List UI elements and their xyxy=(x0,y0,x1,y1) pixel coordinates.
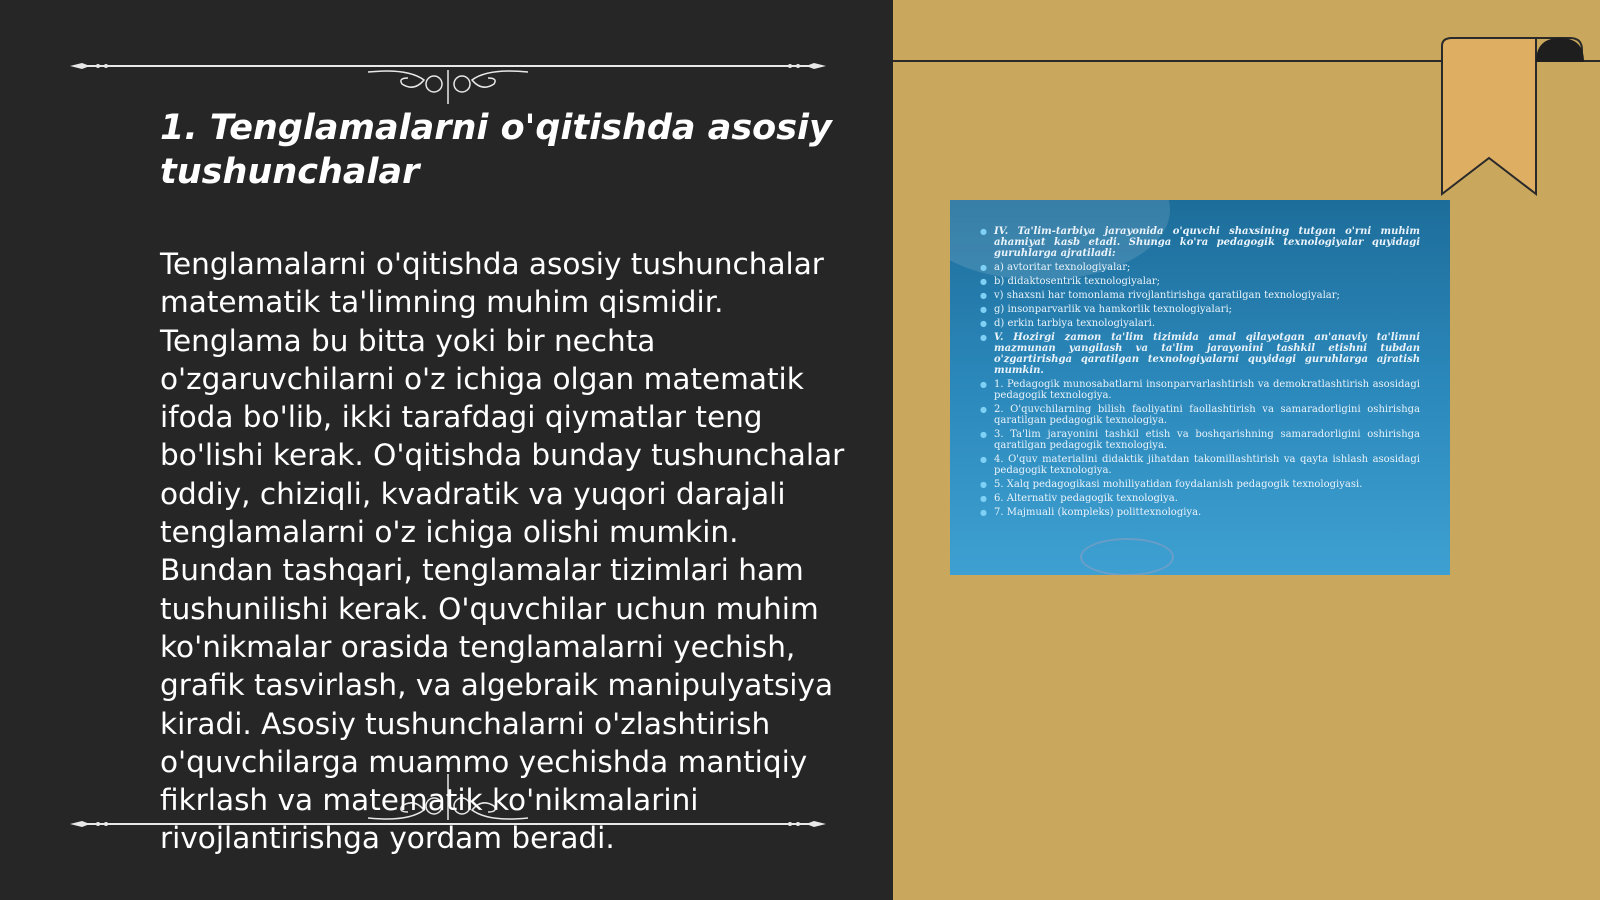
document-line: ● 2. O'quvchilarning bilish faoliyatini faollashtirish va samaradorligini oshirishga qaratilgan pedagogik texnologiya. xyxy=(980,404,1420,426)
document-line: ● d) erkin tarbiya texnologiyalari. xyxy=(980,318,1420,329)
document-text-list xyxy=(980,226,1420,521)
slide-body-text: Tenglamalarni o'qitishda asosiy tushunchalar matematik ta'limning muhim qismidir. Tenglama bu bitta yoki bir nechta o'zgaruvchilarni o'z ichiga olgan matematik ifoda bo'lib, ikki tarafdagi qiymatlar teng bo'lishi kerak. O'qitishda bunday tushunchalar oddiy, chiziqli, kvadratik va yuqori darajali tenglamalarni o'z ichiga olishi mumkin. Bundan tashqari, tenglamalar tizimlari ham tushunilishi kerak. O'quvchilar uchun muhim ko'nikmalar orasida tenglamalarni yechish, grafik tasvirlash, va algebraik manipulyatsiya kiradi. Asosiy tushunchalarni o'zlashtirish o'quvchilarga muammo yechishda mantiqiy fikrlash va matematik ko'nikmalarini rivojlantirishga yordam beradi. xyxy=(160,247,845,856)
document-line: ● 6. Alternativ pedagogik texnologiya. xyxy=(980,493,1420,504)
document-line: ● v) shaxsni har tomonlama rivojlantirishga qaratilgan texnologiyalar; xyxy=(980,290,1420,301)
document-line: ● 3. Ta'lim jarayonini tashkil etish va boshqarishning samaradorligini oshirishga qaratilgan pedagogik texnologiya. xyxy=(980,429,1420,451)
bookmark-ribbon-icon xyxy=(1430,36,1600,201)
document-line: ● 1. Pedagogik munosabatlarni insonparvarlashtirish va demokratlashtirish asosidagi pedagogik texnologiya. xyxy=(980,379,1420,401)
document-line: ● a) avtoritar texnologiyalar; xyxy=(980,262,1420,273)
ornament-top-icon xyxy=(68,58,828,108)
document-line: ● IV. Ta'lim-tarbiya jarayonida o'quvchi shaxsining tutgan o'rni muhim ahamiyat kasb etadi. Shunga ko'ra pedagogik texnologiyalar quyidagi guruhlarga ajratiladi: xyxy=(980,226,1420,259)
document-line: ● 4. O'quv materialini didaktik jihatdan takomillashtirish va qayta ishlash asosidagi pedagogik texnologiya. xyxy=(980,454,1420,476)
document-line: ● b) didaktosentrik texnologiyalar; xyxy=(980,276,1420,287)
document-image xyxy=(950,200,1450,575)
slide-title: 1. Tenglamalarni o'qitishda asosiy tushunchalar xyxy=(160,108,832,192)
stamp-icon xyxy=(1080,538,1174,575)
document-line: ● 7. Majmuali (kompleks) polittexnologiya. xyxy=(980,507,1420,518)
document-line: ● 5. Xalq pedagogikasi mohiliyatidan foydalanish pedagogik texnologiyasi. xyxy=(980,479,1420,490)
document-line: ● g) insonparvarlik va hamkorlik texnologiyalari; xyxy=(980,304,1420,315)
document-line: ● V. Hozirgi zamon ta'lim tizimida amal qilayotgan an'anaviy ta'limni mazmunan yangilash va ta'lim jarayonini tashkil etishni tubdan o'zgartirishga qaratilgan texnologiyalarni quyidagi guruhlarga ajratish mumkin. xyxy=(980,332,1420,376)
